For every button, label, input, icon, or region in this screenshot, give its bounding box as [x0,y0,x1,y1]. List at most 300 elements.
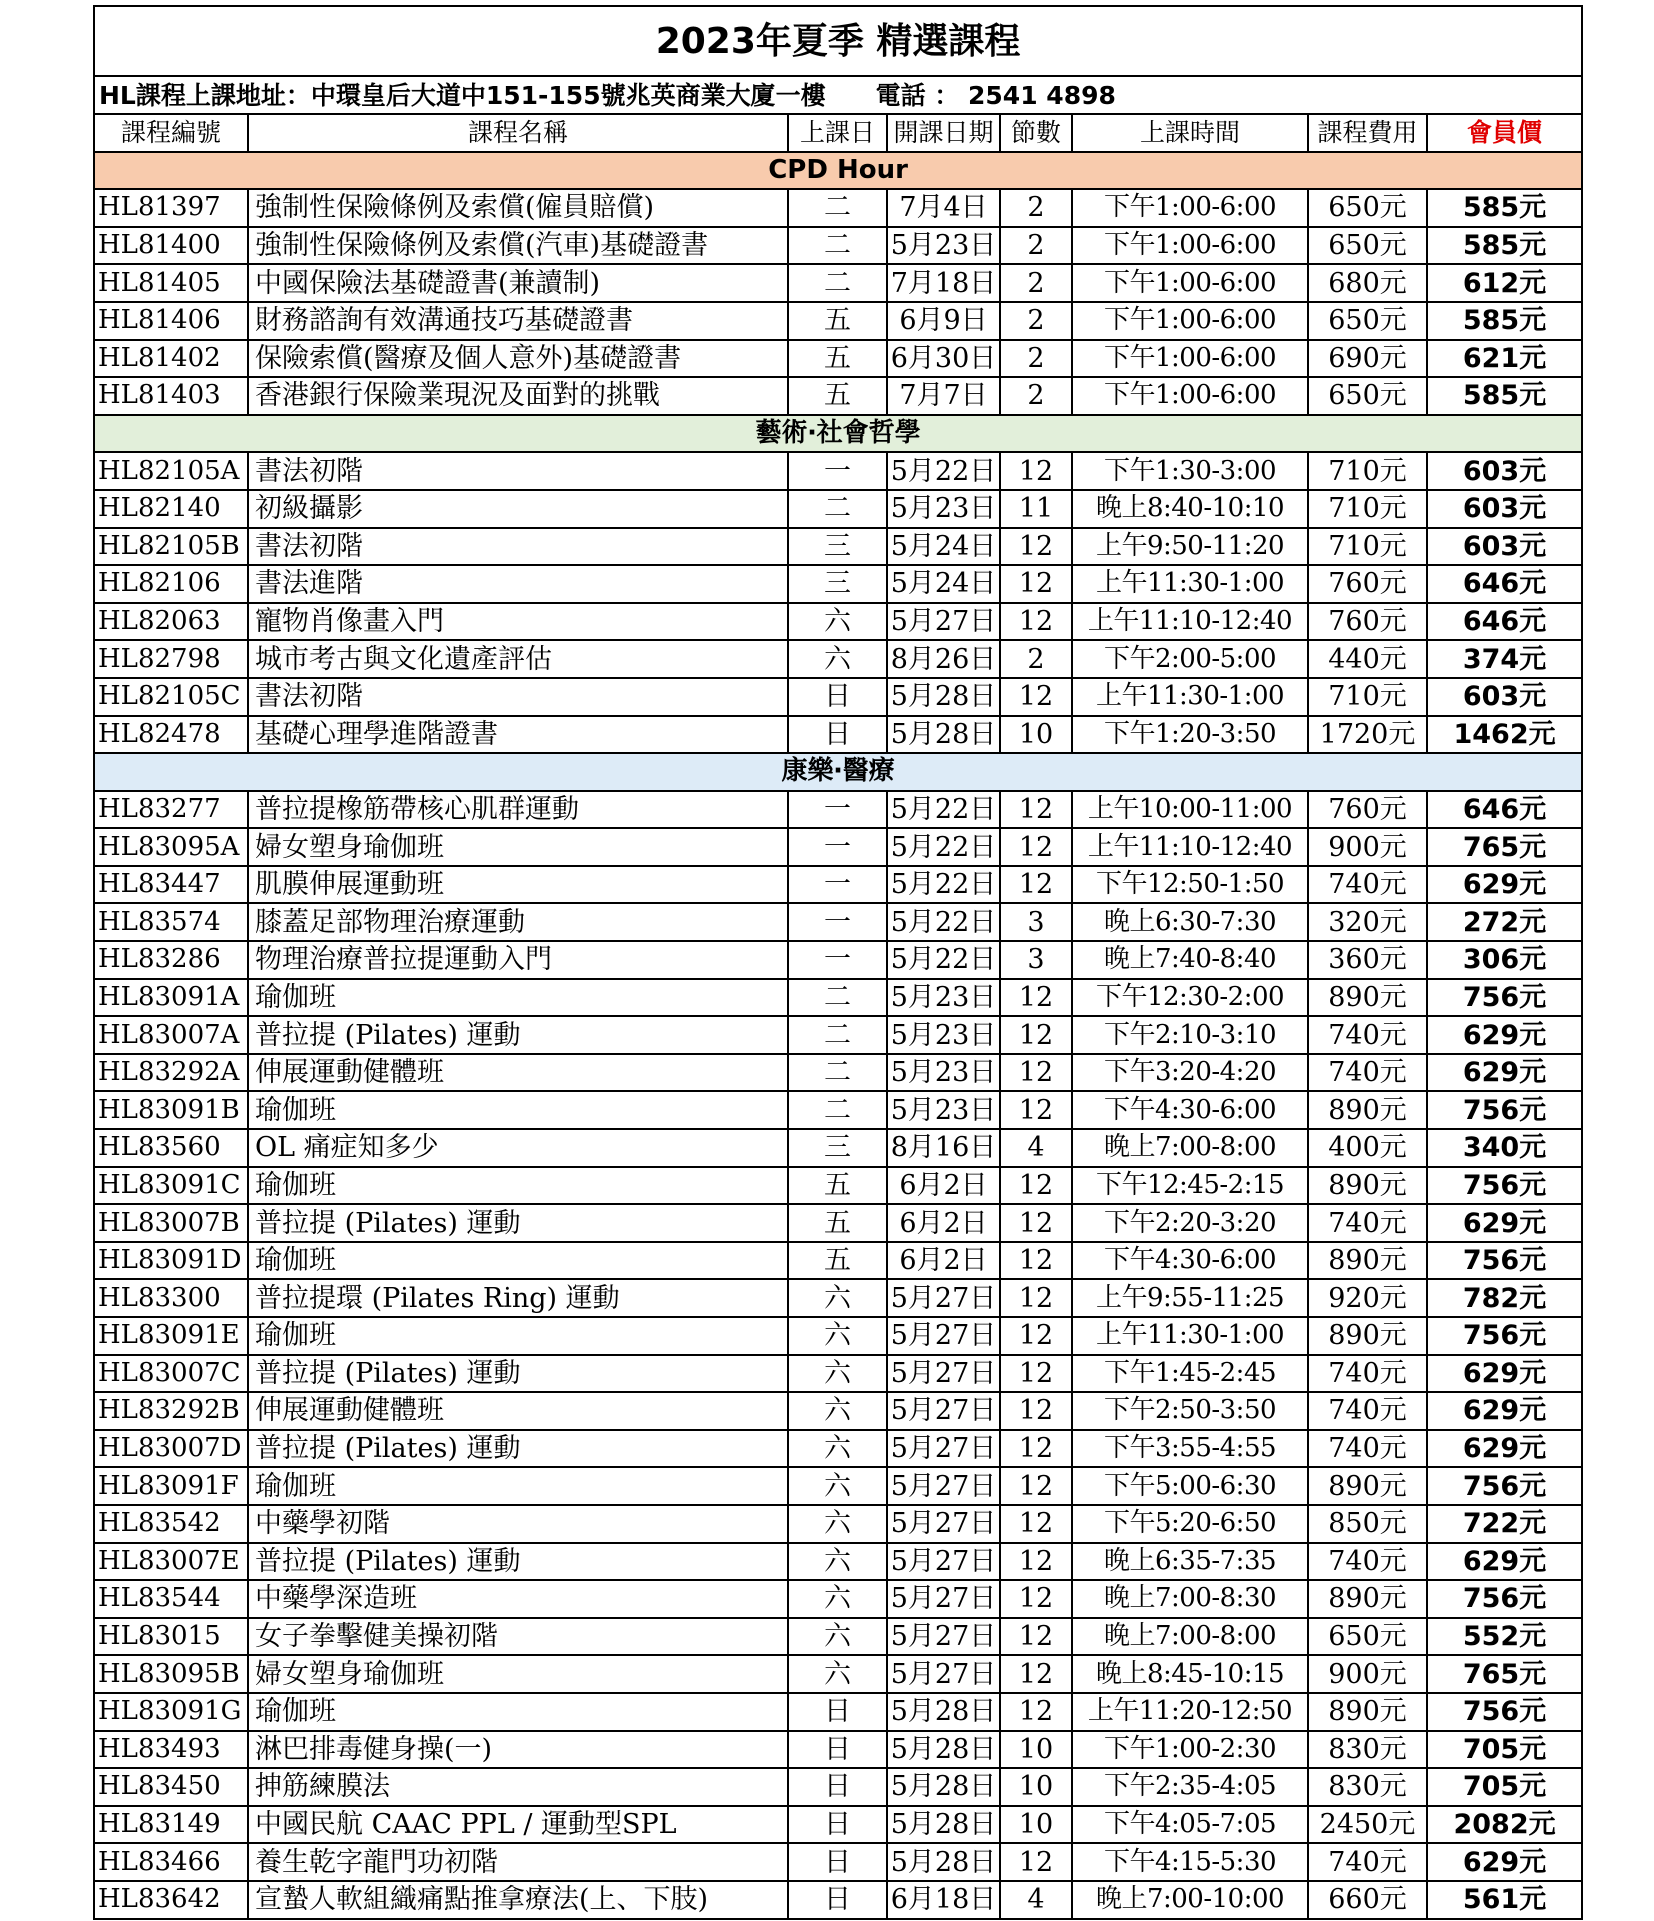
class-day: 日 [788,678,887,716]
start-date: 5月23日 [887,1091,1000,1129]
member-price: 585元 [1427,227,1582,265]
table-row [94,1392,1582,1430]
header-name: 課程名稱 [248,114,788,152]
course-code: HL83544 [94,1580,248,1618]
table-row [94,791,1582,829]
sessions: 2 [1000,640,1072,678]
table-row [94,1543,1582,1581]
member-price: 629元 [1427,1355,1582,1393]
member-price: 612元 [1427,264,1582,302]
course-fee: 830元 [1308,1731,1427,1769]
class-day: 二 [788,1054,887,1092]
sessions: 12 [1000,1618,1072,1656]
start-date: 5月27日 [887,1505,1000,1543]
sessions: 4 [1000,1129,1072,1167]
member-price: 629元 [1427,1843,1582,1881]
table-row [94,1016,1582,1054]
section-title: CPD Hour [94,152,1582,190]
course-fee: 830元 [1308,1768,1427,1806]
course-name: 伸展運動健體班 [248,1054,788,1092]
start-date: 5月28日 [887,1731,1000,1769]
course-code: HL83091C [94,1167,248,1205]
member-price: 561元 [1427,1881,1582,1919]
start-date: 5月27日 [887,1618,1000,1656]
course-code: HL81405 [94,264,248,302]
course-fee: 740元 [1308,866,1427,904]
course-fee: 1720元 [1308,716,1427,754]
sessions: 12 [1000,1655,1072,1693]
table-row [94,377,1582,415]
course-code: HL82105C [94,678,248,716]
course-table [93,5,1583,1920]
class-day: 六 [788,1467,887,1505]
member-price: 603元 [1427,490,1582,528]
course-fee: 740元 [1308,1543,1427,1581]
member-price: 603元 [1427,528,1582,566]
class-day: 一 [788,452,887,490]
course-code: HL83015 [94,1618,248,1656]
class-day: 五 [788,340,887,378]
course-fee: 890元 [1308,1091,1427,1129]
class-day: 日 [788,1693,887,1731]
course-fee: 660元 [1308,1881,1427,1919]
table-row [94,1881,1582,1919]
member-price: 705元 [1427,1731,1582,1769]
course-name: 肌膜伸展運動班 [248,866,788,904]
member-price: 629元 [1427,866,1582,904]
class-day: 二 [788,490,887,528]
course-code: HL83091F [94,1467,248,1505]
table-row [94,1693,1582,1731]
sessions: 12 [1000,1204,1072,1242]
course-code: HL83286 [94,941,248,979]
course-code: HL82105B [94,528,248,566]
class-time: 下午4:30-6:00 [1072,1091,1308,1129]
class-time: 下午2:50-3:50 [1072,1392,1308,1430]
course-code: HL82106 [94,565,248,603]
course-fee: 710元 [1308,528,1427,566]
table-row [94,528,1582,566]
member-price: 765元 [1427,828,1582,866]
member-price: 552元 [1427,1618,1582,1656]
course-name: 膝蓋足部物理治療運動 [248,903,788,941]
class-day: 二 [788,264,887,302]
table-row [94,941,1582,979]
start-date: 5月22日 [887,828,1000,866]
class-day: 五 [788,1204,887,1242]
table-row [94,1317,1582,1355]
class-time: 晚上7:00-10:00 [1072,1881,1308,1919]
course-name: 瑜伽班 [248,1693,788,1731]
course-code: HL83091B [94,1091,248,1129]
class-time: 晚上6:30-7:30 [1072,903,1308,941]
course-code: HL81402 [94,340,248,378]
course-fee: 650元 [1308,189,1427,227]
course-code: HL83447 [94,866,248,904]
course-name: 普拉提 (Pilates) 運動 [248,1543,788,1581]
course-fee: 740元 [1308,1054,1427,1092]
course-fee: 2450元 [1308,1806,1427,1844]
table-row [94,1279,1582,1317]
class-time: 下午5:00-6:30 [1072,1467,1308,1505]
member-price: 756元 [1427,1167,1582,1205]
sessions: 2 [1000,377,1072,415]
start-date: 5月28日 [887,1768,1000,1806]
member-price: 722元 [1427,1505,1582,1543]
class-day: 五 [788,377,887,415]
section-header [94,753,1582,791]
start-date: 5月28日 [887,1806,1000,1844]
start-date: 6月9日 [887,302,1000,340]
address-row [94,76,1582,114]
course-name: 瑜伽班 [248,1091,788,1129]
member-price: 765元 [1427,1655,1582,1693]
member-price: 756元 [1427,1091,1582,1129]
class-time: 下午4:15-5:30 [1072,1843,1308,1881]
phone-text: 電話 ： 2541 4898 [875,80,1116,110]
start-date: 5月23日 [887,227,1000,265]
table-row [94,1167,1582,1205]
table-row [94,1731,1582,1769]
table-row [94,302,1582,340]
sessions: 3 [1000,941,1072,979]
course-name: 普拉提 (Pilates) 運動 [248,1204,788,1242]
start-date: 5月23日 [887,979,1000,1017]
course-name: 宣蟄人軟組織痛點推拿療法(上、下肢) [248,1881,788,1919]
start-date: 6月2日 [887,1167,1000,1205]
header-row [94,114,1582,152]
header-day: 上課日 [788,114,887,152]
member-price: 629元 [1427,1054,1582,1092]
class-time: 晚上7:40-8:40 [1072,941,1308,979]
course-code: HL83466 [94,1843,248,1881]
table-row [94,716,1582,754]
start-date: 5月22日 [887,941,1000,979]
sessions: 2 [1000,340,1072,378]
member-price: 585元 [1427,189,1582,227]
course-code: HL83277 [94,791,248,829]
start-date: 5月28日 [887,678,1000,716]
course-name: 中國民航 CAAC PPL / 運動型SPL [248,1806,788,1844]
sessions: 12 [1000,1242,1072,1280]
class-time: 下午1:00-6:00 [1072,377,1308,415]
header-member-price: 會員價 [1427,114,1582,152]
class-time: 下午1:00-2:30 [1072,1731,1308,1769]
table-row [94,1129,1582,1167]
class-day: 六 [788,1317,887,1355]
header-start-date: 開課日期 [887,114,1000,152]
start-date: 6月18日 [887,1881,1000,1919]
address-text: HL課程上課地址：中環皇后大道中151-155號兆英商業大廈一樓 [99,80,826,110]
start-date: 5月27日 [887,1279,1000,1317]
course-code: HL83007C [94,1355,248,1393]
start-date: 5月28日 [887,716,1000,754]
class-day: 六 [788,1279,887,1317]
table-row [94,1618,1582,1656]
course-fee: 440元 [1308,640,1427,678]
table-row [94,603,1582,641]
start-date: 5月27日 [887,1543,1000,1581]
start-date: 5月22日 [887,866,1000,904]
table-row [94,340,1582,378]
table-row [94,1843,1582,1881]
course-name: 普拉提 (Pilates) 運動 [248,1430,788,1468]
class-day: 六 [788,1505,887,1543]
sessions: 2 [1000,264,1072,302]
sessions: 12 [1000,1355,1072,1393]
section-header [94,415,1582,453]
class-day: 二 [788,189,887,227]
header-time: 上課時間 [1072,114,1308,152]
section-title: 康樂‧醫療 [94,753,1582,791]
course-fee: 710元 [1308,452,1427,490]
start-date: 5月27日 [887,1392,1000,1430]
title-row [94,6,1582,76]
sessions: 12 [1000,1317,1072,1355]
course-name: 瑜伽班 [248,1467,788,1505]
course-code: HL83007E [94,1543,248,1581]
course-fee: 650元 [1308,302,1427,340]
class-time: 下午1:00-6:00 [1072,227,1308,265]
sessions: 12 [1000,979,1072,1017]
course-name: 瑜伽班 [248,1242,788,1280]
class-day: 三 [788,1129,887,1167]
course-code: HL83007D [94,1430,248,1468]
course-code: HL82140 [94,490,248,528]
sessions: 2 [1000,302,1072,340]
table-row [94,1768,1582,1806]
class-time: 晚上7:00-8:30 [1072,1580,1308,1618]
member-price: 585元 [1427,302,1582,340]
class-time: 下午5:20-6:50 [1072,1505,1308,1543]
class-day: 六 [788,1392,887,1430]
sessions: 10 [1000,1731,1072,1769]
course-code: HL83149 [94,1806,248,1844]
course-fee: 890元 [1308,979,1427,1017]
sessions: 10 [1000,1806,1072,1844]
start-date: 8月16日 [887,1129,1000,1167]
start-date: 5月22日 [887,791,1000,829]
course-code: HL83095B [94,1655,248,1693]
sessions: 2 [1000,227,1072,265]
course-name: 財務諮詢有效溝通技巧基礎證書 [248,302,788,340]
start-date: 5月28日 [887,1843,1000,1881]
course-name: 中藥學深造班 [248,1580,788,1618]
class-day: 六 [788,1655,887,1693]
course-sheet [93,5,1581,1920]
course-name: 保險索償(醫療及個人意外)基礎證書 [248,340,788,378]
member-price: 603元 [1427,678,1582,716]
course-name: 強制性保險條例及索償(僱員賠償) [248,189,788,227]
sessions: 12 [1000,1580,1072,1618]
course-fee: 920元 [1308,1279,1427,1317]
member-price: 2082元 [1427,1806,1582,1844]
table-row [94,1505,1582,1543]
member-price: 782元 [1427,1279,1582,1317]
course-name: 伸展運動健體班 [248,1392,788,1430]
course-name: 普拉提 (Pilates) 運動 [248,1355,788,1393]
member-price: 629元 [1427,1392,1582,1430]
sessions: 12 [1000,1543,1072,1581]
course-name: 初級攝影 [248,490,788,528]
member-price: 603元 [1427,452,1582,490]
class-day: 二 [788,1016,887,1054]
class-day: 日 [788,1768,887,1806]
course-name: 養生乾字龍門功初階 [248,1843,788,1881]
table-row [94,264,1582,302]
course-name: 寵物肖像畫入門 [248,603,788,641]
course-fee: 740元 [1308,1392,1427,1430]
course-fee: 890元 [1308,1693,1427,1731]
course-code: HL82105A [94,452,248,490]
course-name: 物理治療普拉提運動入門 [248,941,788,979]
class-time: 上午11:10-12:40 [1072,828,1308,866]
class-time: 下午1:00-6:00 [1072,302,1308,340]
sessions: 12 [1000,528,1072,566]
course-code: HL83007A [94,1016,248,1054]
course-name: 瑜伽班 [248,1317,788,1355]
course-name: 婦女塑身瑜伽班 [248,828,788,866]
sessions: 3 [1000,903,1072,941]
class-time: 上午10:00-11:00 [1072,791,1308,829]
sessions: 12 [1000,1167,1072,1205]
class-day: 三 [788,565,887,603]
course-name: 普拉提 (Pilates) 運動 [248,1016,788,1054]
course-name: 中藥學初階 [248,1505,788,1543]
start-date: 5月28日 [887,1693,1000,1731]
class-day: 日 [788,716,887,754]
sessions: 12 [1000,1016,1072,1054]
member-price: 340元 [1427,1129,1582,1167]
start-date: 6月2日 [887,1242,1000,1280]
start-date: 5月27日 [887,1317,1000,1355]
class-time: 晚上7:00-8:00 [1072,1129,1308,1167]
course-code: HL83642 [94,1881,248,1919]
class-day: 六 [788,1543,887,1581]
class-day: 日 [788,1806,887,1844]
start-date: 6月30日 [887,340,1000,378]
class-time: 下午3:20-4:20 [1072,1054,1308,1092]
table-row [94,828,1582,866]
start-date: 6月2日 [887,1204,1000,1242]
course-name: 書法初階 [248,528,788,566]
class-day: 日 [788,1843,887,1881]
class-time: 下午1:30-3:00 [1072,452,1308,490]
course-name: 城市考古與文化遺產評估 [248,640,788,678]
class-time: 下午2:20-3:20 [1072,1204,1308,1242]
course-code: HL81400 [94,227,248,265]
table-row [94,227,1582,265]
start-date: 7月7日 [887,377,1000,415]
course-fee: 850元 [1308,1505,1427,1543]
table-row [94,490,1582,528]
header-code: 課程編號 [94,114,248,152]
class-day: 六 [788,1618,887,1656]
course-name: OL 痛症知多少 [248,1129,788,1167]
start-date: 5月23日 [887,1016,1000,1054]
course-fee: 890元 [1308,1467,1427,1505]
class-time: 晚上6:35-7:35 [1072,1543,1308,1581]
sessions: 2 [1000,189,1072,227]
member-price: 646元 [1427,603,1582,641]
class-time: 下午4:05-7:05 [1072,1806,1308,1844]
start-date: 5月27日 [887,1655,1000,1693]
class-time: 上午11:30-1:00 [1072,1317,1308,1355]
start-date: 5月27日 [887,603,1000,641]
class-time: 下午2:10-3:10 [1072,1016,1308,1054]
table-row [94,1655,1582,1693]
table-row [94,1091,1582,1129]
course-code: HL83095A [94,828,248,866]
table-row [94,979,1582,1017]
sessions: 4 [1000,1881,1072,1919]
course-fee: 740元 [1308,1430,1427,1468]
course-fee: 760元 [1308,603,1427,641]
class-time: 晚上8:45-10:15 [1072,1655,1308,1693]
start-date: 8月26日 [887,640,1000,678]
course-fee: 320元 [1308,903,1427,941]
member-price: 705元 [1427,1768,1582,1806]
start-date: 5月23日 [887,1054,1000,1092]
class-day: 日 [788,1731,887,1769]
course-fee: 740元 [1308,1204,1427,1242]
course-fee: 690元 [1308,340,1427,378]
member-price: 629元 [1427,1016,1582,1054]
table-row [94,1806,1582,1844]
table-row [94,903,1582,941]
sessions: 12 [1000,1091,1072,1129]
sessions: 12 [1000,866,1072,904]
member-price: 629元 [1427,1543,1582,1581]
course-fee: 710元 [1308,490,1427,528]
course-code: HL83091G [94,1693,248,1731]
class-time: 下午1:00-6:00 [1072,189,1308,227]
table-body [94,6,1582,1919]
course-fee: 650元 [1308,1618,1427,1656]
start-date: 5月27日 [887,1355,1000,1393]
address-cell [94,76,1582,114]
class-time: 晚上7:00-8:00 [1072,1618,1308,1656]
class-time: 下午1:00-6:00 [1072,340,1308,378]
member-price: 1462元 [1427,716,1582,754]
sessions: 12 [1000,791,1072,829]
class-day: 六 [788,1355,887,1393]
course-name: 婦女塑身瑜伽班 [248,1655,788,1693]
course-name: 抻筋練膜法 [248,1768,788,1806]
class-day: 二 [788,227,887,265]
course-fee: 360元 [1308,941,1427,979]
class-time: 下午2:00-5:00 [1072,640,1308,678]
sessions: 12 [1000,1054,1072,1092]
table-row [94,866,1582,904]
member-price: 756元 [1427,1580,1582,1618]
course-code: HL81403 [94,377,248,415]
course-code: HL83007B [94,1204,248,1242]
sessions: 12 [1000,1430,1072,1468]
class-day: 五 [788,1242,887,1280]
table-row [94,1355,1582,1393]
course-fee: 650元 [1308,377,1427,415]
sessions: 12 [1000,1505,1072,1543]
class-time: 上午9:55-11:25 [1072,1279,1308,1317]
member-price: 646元 [1427,791,1582,829]
course-name: 基礎心理學進階證書 [248,716,788,754]
sessions: 12 [1000,1392,1072,1430]
class-time: 下午12:30-2:00 [1072,979,1308,1017]
member-price: 756元 [1427,979,1582,1017]
course-fee: 400元 [1308,1129,1427,1167]
member-price: 646元 [1427,565,1582,603]
